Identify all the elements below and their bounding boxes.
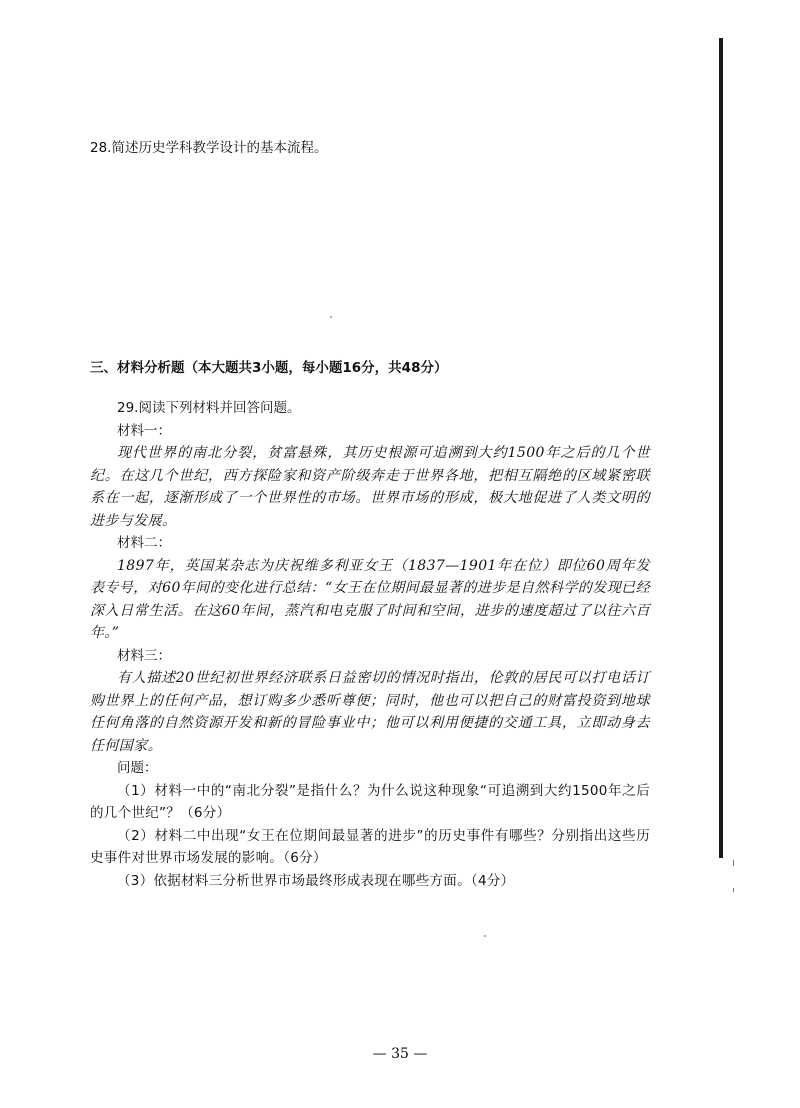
material-3-text: 有人描述20世纪初世界经济联系日益密切的情况时指出，伦敦的居民可以打电话订购世界上的任何产品，想订购多少悉听尊便；同时，他也可以把自己的财富投资到地球任何角落的自然资源开发和新的冒险事业中；他可以利用便捷的交通工具，立即动身去任何国家。 bbox=[90, 670, 650, 754]
scan-speck bbox=[330, 316, 332, 318]
material-1-label: 材料一： bbox=[117, 422, 171, 439]
question-29-intro: 29.阅读下列材料并回答问题。 bbox=[117, 400, 301, 416]
binding-margin-line bbox=[719, 38, 723, 858]
material-2-text: 1897年，英国某杂志为庆祝维多利亚女王（1837—1901年在位）即位60周年发表专号，对60年间的变化进行总结：“女王在位期间最显著的进步是自然科学的发现已经深入日常生活。在这60年间，蒸汽和电克服了时间和空间，进步的速度超过了以往六百年。” bbox=[90, 557, 650, 641]
question-29-2: （2）材料二中出现“女王在位期间最显著的进步”的历史事件有哪些？分别指出这些历史事件对世界市场发展的影响。（6分） bbox=[90, 827, 650, 866]
scan-speck bbox=[484, 935, 486, 937]
question-29-1: （1）材料一中的“南北分裂”是指什么？为什么说这种现象“可追溯到大约1500年之后的几个世纪”？（6分） bbox=[90, 782, 650, 821]
binding-tick-mark bbox=[733, 860, 734, 866]
material-1-text: 现代世界的南北分裂，贫富悬殊，其历史根源可追溯到大约1500年之后的几个世纪。在这几个世纪，西方探险家和资产阶级奔走于世界各地，把相互隔绝的区域紧密联系在一起，逐渐形成了一个世界性的市场。世界市场的形成，极大地促进了人类文明的进步与发展。 bbox=[90, 445, 650, 529]
material-2-label: 材料二： bbox=[117, 535, 171, 551]
material-3-label: 材料三： bbox=[117, 647, 171, 664]
binding-tick-mark bbox=[733, 888, 734, 892]
questions-label: 问题： bbox=[117, 760, 158, 776]
question-28: 28.简述历史学科教学设计的基本流程。 bbox=[90, 140, 328, 156]
page-number: — 35 — bbox=[372, 1046, 428, 1062]
question-29-block bbox=[90, 397, 650, 892]
section-3-heading: 三、材料分析题（本大题共3小题，每小题16分，共48分） bbox=[90, 360, 448, 376]
question-29-3: （3）依据材料三分析世界市场最终形成表现在哪些方面。（4分） bbox=[117, 872, 515, 889]
